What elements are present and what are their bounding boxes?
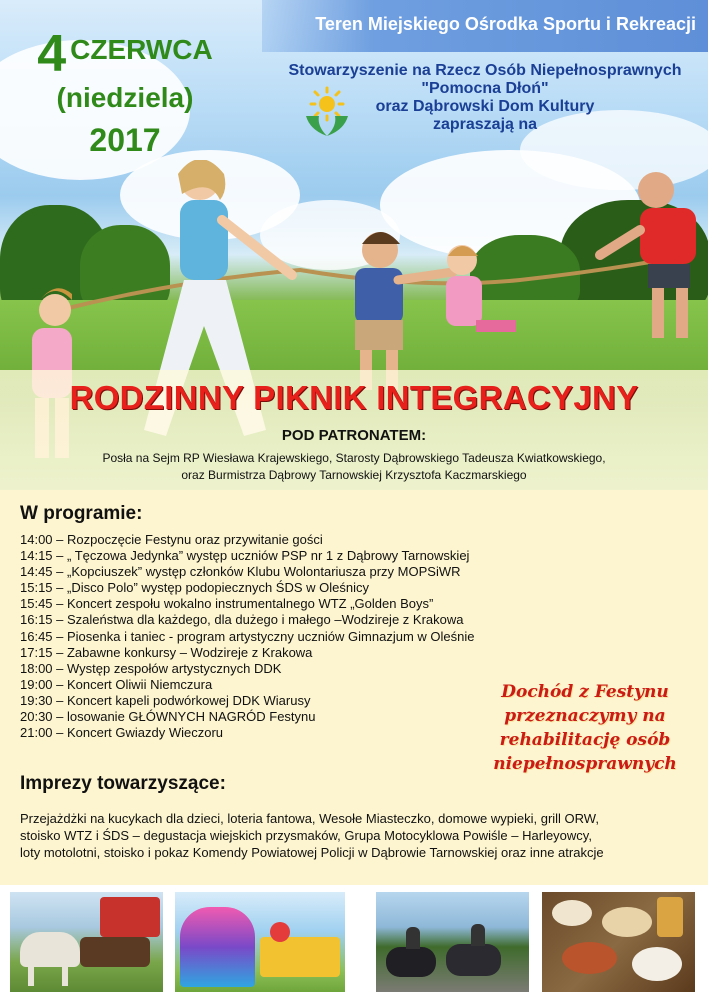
extras-text	[20, 810, 690, 861]
man-figure	[600, 172, 696, 338]
photo-motorcycles	[376, 892, 529, 992]
program-item: 14:00 – Rozpoczęcie Festynu oraz przywitanie gości	[20, 532, 323, 547]
photo-bouncy-castle	[175, 892, 345, 992]
note-line: przeznaczymy na	[504, 706, 666, 726]
program-item: 15:45 – Koncert zespołu wokalno instrumentalnego WTZ „Golden Boys”	[20, 596, 434, 612]
patronage-line: oraz Burmistrza Dąbrowy Tarnowskiej Krzysztofa Kaczmarskiego	[181, 468, 527, 482]
event-title: RODZINNY PIKNIK INTEGRACYJNY	[69, 379, 639, 416]
program-heading: W programie:	[20, 503, 143, 524]
date-month: CZERWCA	[70, 34, 213, 65]
date-day: 4	[37, 25, 67, 83]
patronage-heading: POD PATRONATEM:	[281, 427, 427, 444]
program-item: 14:45 – „Kopciuszek” występ członków Klubu Wolontariusza przy MOPSiWR	[20, 564, 461, 580]
program-item: 21:00 – Koncert Gwiazdy Wieczoru	[20, 725, 224, 741]
boy-figure	[355, 232, 453, 390]
venue-banner	[262, 0, 708, 52]
extras-line: stoisko WTZ i ŚDS – degustacja wiejskich przysmaków, Grupa Motocyklowa Powiśle – Harleyowcy,	[20, 828, 592, 843]
program-item: 16:45 – Piosenka i taniec - program artystyczny uczniów Gimnazjum w Oleśnie	[20, 628, 475, 644]
charity-note	[470, 680, 700, 776]
program-item: 17:15 – Zabawne konkursy – Wodzireje z Krakowa	[20, 644, 313, 660]
org-line: Stowarzyszenie na Rzecz Osób Niepełnosprawnych	[288, 62, 682, 79]
program-item: 14:15 – „ Tęczowa Jedynka” występ uczniów PSP nr 1 z Dąbrowy Tarnowskiej	[20, 548, 470, 564]
org-line: zapraszają na	[432, 116, 538, 133]
small-girl-figure	[446, 245, 516, 332]
patronage-line: Posła na Sejm RP Wiesława Krajewskiego, Starosty Dąbrowskiego Tadeusza Kwiatkowskiego,	[102, 451, 606, 465]
note-line: niepełnosprawnych	[493, 754, 677, 774]
sun-hands-logo-icon	[302, 86, 352, 138]
event-date	[20, 22, 230, 160]
program-list	[20, 532, 540, 741]
date-weekday: (niedziela)	[56, 82, 194, 113]
extras-heading: Imprezy towarzyszące:	[20, 773, 226, 794]
program-item: 19:00 – Koncert Oliwii Niemczura	[20, 676, 213, 692]
program-item: 20:30 – losowanie GŁÓWNYCH NAGRÓD Festynu	[20, 709, 316, 725]
extras-line: loty motolotni, stoisko i pokaz Komendy Powiatowej Policji w Dąbrowie Tarnowskiej oraz inne atrakcje	[20, 845, 604, 860]
extras-line: Przejażdżki na kucykach dla dzieci, loteria fantowa, Wesołe Miasteczko, domowe wypieki, grill ORW,	[20, 811, 599, 826]
program-item: 16:15 – Szaleństwa dla każdego, dla dużego i małego –Wodzireje z Krakowa	[20, 612, 464, 628]
date-year: 2017	[89, 122, 161, 158]
note-line: rehabilitację osób	[499, 730, 671, 750]
org-line: oraz Dąbrowski Dom Kultury	[375, 98, 595, 115]
program-item: 19:30 – Koncert kapeli podwórkowej DDK Wiarusy	[20, 692, 311, 708]
program-item: 15:15 – „Disco Polo” występ podopiecznych ŚDS w Oleśnicy	[20, 580, 369, 596]
note-line: Dochód z Festynu	[501, 682, 669, 702]
photo-food-stand	[542, 892, 695, 992]
venue-text: Teren Miejskiego Ośrodka Sportu i Rekreacji	[315, 14, 696, 34]
org-line: "Pomocna Dłoń"	[421, 80, 549, 97]
photo-pony-rides	[10, 892, 163, 992]
program-item: 18:00 – Występ zespołów artystycznych DDK	[20, 660, 282, 676]
